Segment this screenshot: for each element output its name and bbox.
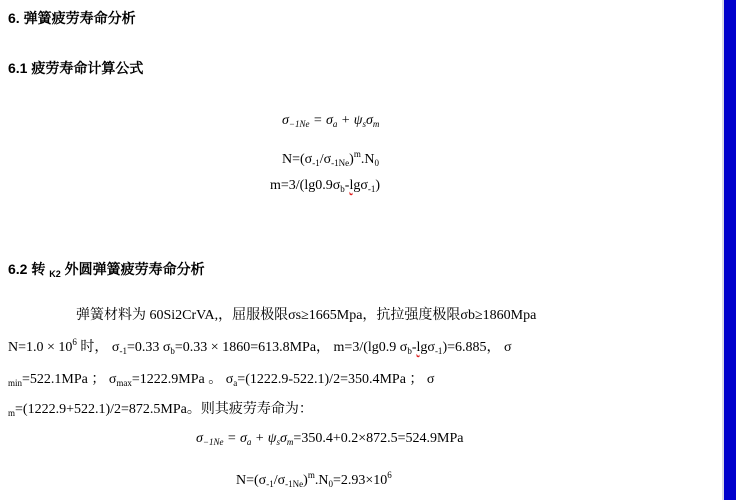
formula-sub: a (246, 437, 252, 447)
body-text: N=1.0 × 10 (8, 340, 73, 355)
formula-sub: a (332, 119, 338, 129)
body-text: - (411, 340, 417, 355)
body-text: σ (427, 340, 435, 355)
body-sub: a (233, 378, 238, 388)
section-heading-6-1: 6.1 疲劳寿命计算公式 (8, 60, 144, 76)
formula-fatigue-stress-result (196, 431, 463, 447)
body-text: =522.1MPa ； σ (22, 372, 117, 387)
body-sup: 6 (72, 337, 77, 347)
formula-text: σ (325, 113, 333, 128)
formula-exponent (270, 178, 380, 194)
body-sub: m (8, 408, 16, 418)
formula-text: ψ (353, 113, 363, 128)
formula-text: lg (349, 178, 361, 193)
formula-text: =2.93×10 (332, 473, 388, 488)
body-sub: max (116, 378, 132, 388)
formula-text: ) (375, 178, 381, 193)
formula-sub: -1Ne (285, 479, 304, 489)
body-text: 时， σ (76, 340, 120, 355)
formula-text: σ (196, 431, 203, 446)
body-sub: b (170, 346, 175, 356)
formula-sub: −1Ne (288, 119, 310, 129)
section-heading-6: 6. 弹簧疲劳寿命分析 (8, 10, 136, 26)
formula-text: /σ (319, 152, 332, 167)
body-text: =0.33 σ (126, 340, 171, 355)
formula-fatigue-stress (282, 113, 379, 129)
formula-sub: -1 (312, 158, 320, 168)
formula-sub: b (340, 184, 345, 194)
formula-sub: −1Ne (202, 437, 224, 447)
paragraph-line-2 (8, 336, 512, 356)
formula-text: - (344, 178, 350, 193)
body-sub: -1 (119, 346, 127, 356)
formula-sup: m (307, 470, 315, 480)
window-edge (722, 0, 736, 500)
formula-text: + (251, 431, 268, 446)
formula-sub: s (362, 119, 367, 129)
formula-sup: m (353, 149, 361, 159)
formula-text: =350.4+0.2×872.5=524.9MPa (293, 431, 464, 446)
formula-life-result (236, 470, 392, 489)
formula-text: /σ (273, 473, 286, 488)
formula-text: σ (282, 113, 289, 128)
formula-text: σ (360, 178, 368, 193)
formula-sub: m (286, 437, 294, 447)
formula-text: = (309, 113, 326, 128)
body-text: =(1222.9-522.1)/2=350.4MPa ； σ (237, 372, 435, 387)
formula-sub: -1Ne (331, 158, 350, 168)
body-text: lg (416, 340, 428, 355)
heading-sub: K2 (49, 269, 61, 279)
formula-life (282, 149, 379, 168)
formula-text: .N (314, 473, 329, 488)
formula-sub: m (372, 119, 380, 129)
formula-sub: 0 (328, 479, 333, 489)
heading-text: 外圆弹簧疲劳寿命分析 (60, 261, 205, 277)
body-sub: b (407, 346, 412, 356)
heading-text: 6.2 转 (8, 261, 50, 277)
paragraph-line-3 (8, 368, 434, 388)
formula-text: N=(σ (282, 152, 313, 167)
formula-text: + (337, 113, 354, 128)
formula-sub: -1 (367, 184, 376, 194)
body-sub: -1 (434, 346, 443, 356)
paragraph-line-4 (8, 398, 313, 418)
formula-text: σ (366, 113, 373, 128)
formula-text: = (223, 431, 240, 446)
formula-text: .N (360, 152, 375, 167)
body-text: =(1222.9+522.1)/2=872.5MPa。则其疲劳寿命为： (15, 402, 313, 417)
formula-text: σ (239, 431, 247, 446)
formula-text: ) (303, 473, 308, 488)
formula-text: lg (304, 178, 316, 193)
body-text: )=6.885， σ (442, 340, 512, 355)
formula-sub: -1 (266, 479, 274, 489)
body-text: =1222.9MPa 。 σ (131, 372, 234, 387)
body-sub: min (8, 378, 23, 388)
paragraph-material: 弹簧材料为 60Si2CrVA,，屈服极限σs≥1665Mpa，抗拉强度极限σb≥1860Mpa (76, 308, 537, 323)
formula-text: 0.9σ (315, 178, 341, 193)
formula-text: ψ (267, 431, 277, 446)
formula-sub: s (276, 437, 281, 447)
formula-text: m=3/( (270, 178, 305, 193)
formula-text: σ (280, 431, 287, 446)
formula-sup: 6 (387, 470, 392, 480)
formula-text: N=(σ (236, 473, 267, 488)
formula-sub: 0 (374, 158, 379, 168)
formula-text: ) (349, 152, 354, 167)
section-heading-6-2 (8, 259, 205, 279)
body-text: =0.33 × 1860=613.8MPa， m=3/(lg0.9 σ (174, 340, 408, 355)
